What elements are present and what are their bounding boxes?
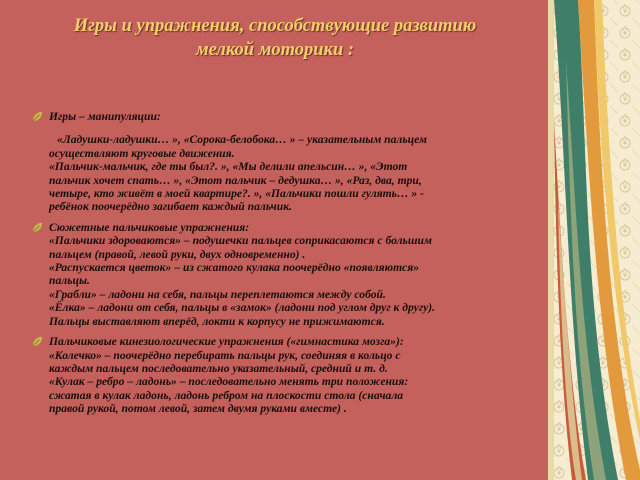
text-line: каждым пальцем последовательно указательный, средний и т. д. (49, 361, 388, 375)
bullet-item-1 (32, 110, 532, 214)
text-line: четыре, кто живёт в моей квартире?. », «Пальчики пошли гулять… » - (49, 187, 424, 201)
text-line: осуществляют круговые движения. (49, 146, 235, 160)
text-line: ребёнок поочерёдно загибает каждый пальчик. (49, 200, 292, 214)
leaf-bullet-icon (32, 336, 43, 347)
bullet-item-2 (32, 221, 532, 328)
bullet-heading: Пальчиковые кинезиологические упражнения («гимнастика мозга»): (49, 335, 404, 349)
text-line: «Распускается цветок» – из сжатого кулака поочерёдно «появляются» (49, 261, 420, 275)
text-line: «Ладушки-ладушки… », «Сорока-белобока… » – указательным пальцем (57, 133, 427, 147)
text-line: Пальцы выставляют вперёд, локти к корпусу не прижимаются. (49, 314, 385, 328)
text-line: пальцем (правой, левой руки, двух одновременно) . (49, 247, 306, 261)
text-line: пальчик хочет спать… », «Этот пальчик – дедушка… », «Раз, два, три, (49, 173, 422, 187)
text-line: «Колечко» – поочерёдно перебирать пальцы рук, соединяя в кольцо с (49, 348, 401, 362)
slide-title (30, 14, 520, 62)
title-line-1: Игры и упражнения, способствующие развитию (73, 16, 477, 36)
text-line: сжатая в кулак ладонь, ладонь ребром на плоскости стола (сначала (49, 388, 404, 402)
text-line: «Грабли» – ладони на себя, пальцы переплетаются между собой. (49, 287, 386, 301)
text-line: «Ёлка» – ладони от себя, пальцы в «замок» (ладони под углом друг к другу). (49, 301, 436, 315)
text-line: «Кулак – ребро – ладонь» – последовательно менять три положения: (49, 375, 409, 389)
decorative-ribbon-panel (548, 0, 640, 480)
bullet-item-3 (32, 335, 532, 415)
slide-body (32, 110, 532, 423)
text-line: «Пальчики здороваются» – подушечки пальцев соприкасаются с большим (49, 234, 432, 248)
text-line: «Пальчик-мальчик, где ты был?. », «Мы делили апельсин… », «Этот (49, 160, 408, 174)
title-line-2: мелкой моторики : (195, 40, 355, 60)
bullet-heading: Сюжетные пальчиковые упражнения: (49, 220, 250, 234)
leaf-bullet-icon (32, 111, 43, 122)
bullet-paragraph (49, 133, 532, 213)
leaf-bullet-icon (32, 222, 43, 233)
text-line: правой рукой, потом левой, затем двумя руками вместе) . (49, 402, 347, 416)
text-line: пальцы. (49, 274, 90, 288)
bullet-heading: Игры – манипуляции: (49, 110, 161, 123)
